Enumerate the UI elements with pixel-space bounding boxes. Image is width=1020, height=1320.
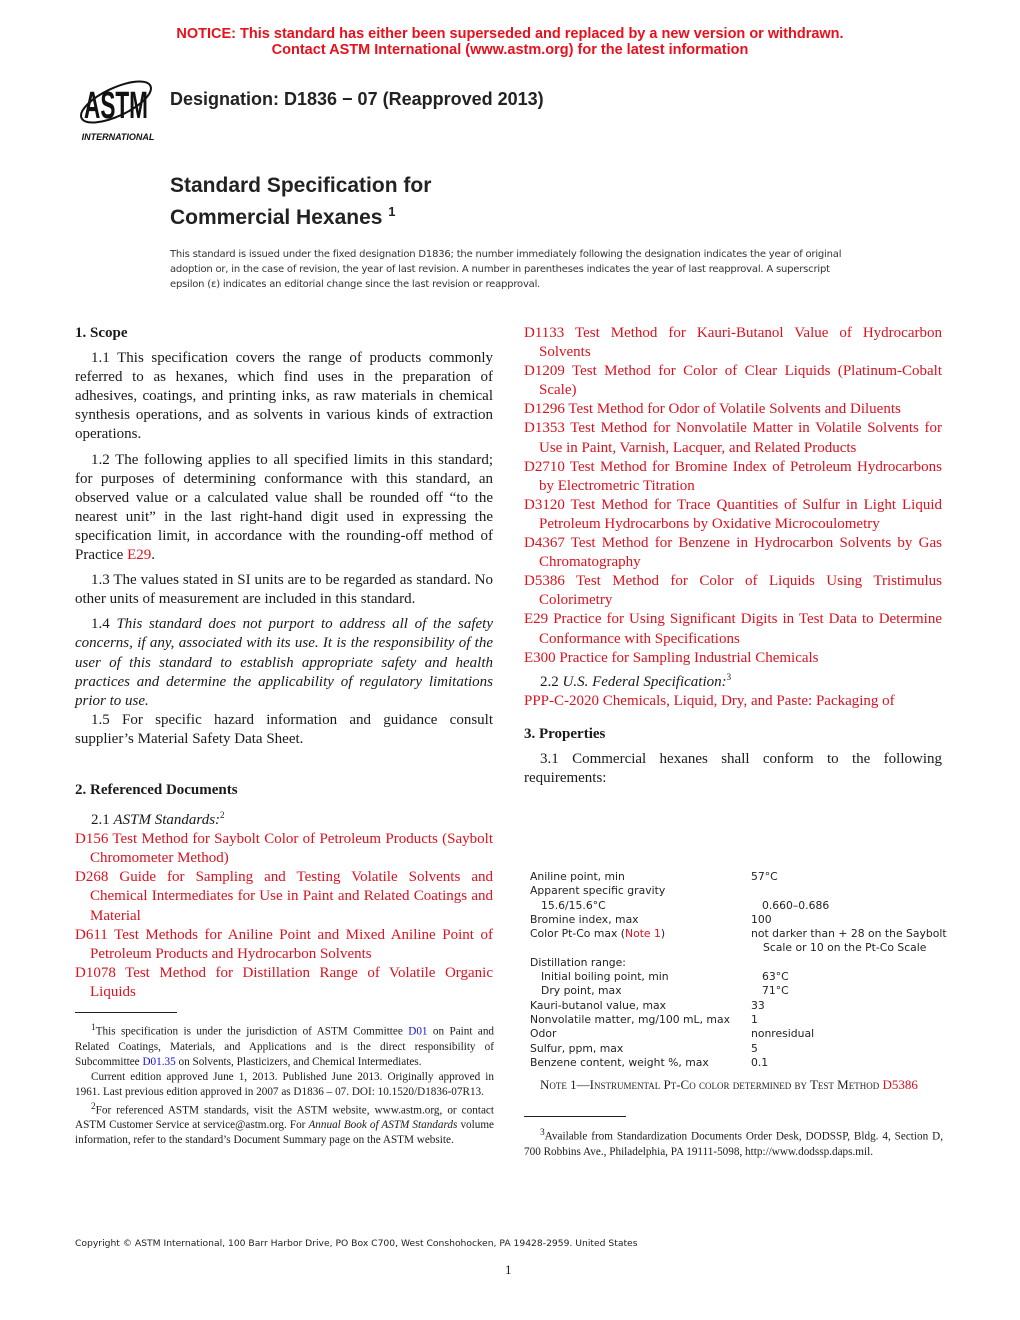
table-row bbox=[530, 1056, 950, 1070]
right-column: D1133 Test Method for Kauri-Butanol Value of Hydrocarbon Solvents D1209 Test Method for Color of Clear Liquids (Platinum-Cobalt Scale) D1296 Test Method for Odor of Volatile Solvents and Diluents D1353 Test Method for Nonvolatile Matter in Volatile Solvents for Use in Paint, Varnish, Lacquer, and Related Products D2710 Test Method for Bromine Index of Petroleum Hydrocarbons by Electrometric Titration D3120 Test Method for Trace Quantities of Sulfur in Light Liquid Petroleum Hydrocarbons by Oxidative Microcoulometry D4367 Test Method for Benzene in Hydrocarbon Solvents by Gas Chromatography D5386 Test Method for Color of Liquids Using Tristimulus Colorimetry E29 Practice for Using Significant Digits in Test Data to Determine Conformance with Specifications E300 Practice for Sampling Industrial Chemicals 2.2 U.S. Federal Specification:$^3$ PPP-C-2020 Chemicals, Liquid, Dry, and Paste: Packaging of 3. Properties 3.1 Commercial hexanes shall conform to the following requirements: bbox=[524, 325, 942, 787]
property-value: 1 bbox=[751, 1012, 758, 1026]
reference-link-title[interactable]: Test Method for Odor of Volatile Solvents and Diluents bbox=[564, 401, 901, 418]
svg-text:INTERNATIONAL: INTERNATIONAL bbox=[81, 132, 155, 142]
reference-d4367 bbox=[524, 534, 942, 572]
supersede-notice: NOTICE: This standard has either been superseded and replaced by a new version or withdrawn. Contact ASTM International (www.astm.org) for the latest information bbox=[176, 26, 844, 58]
footnote-3: $^3$Available from Standardization Documents Order Desk, DODSSP, Bldg. 4, Section D, 700 Robbins Ave., Philadelphia, PA 19111-5098, http://www.dodssp.daps.mil. bbox=[524, 1128, 943, 1158]
reference-e300 bbox=[524, 649, 942, 668]
property-value bbox=[751, 884, 950, 898]
property-label: Dry point, max bbox=[541, 984, 622, 998]
reference-link-code[interactable]: D1133 bbox=[524, 325, 565, 341]
property-label: 15.6/15.6°C bbox=[541, 898, 606, 912]
reference-link-code[interactable]: D1353 bbox=[524, 420, 565, 437]
reference-link-title[interactable]: Test Method for Bromine Index of Petroleum Hydrocarbons by Electrometric Titration bbox=[539, 458, 942, 494]
footnote-divider bbox=[75, 1012, 177, 1013]
property-label: Nonvolatile matter, mg/100 mL, max bbox=[530, 1012, 730, 1026]
reference-e29 bbox=[524, 610, 942, 648]
reference-link-code[interactable]: D5386 bbox=[524, 573, 565, 590]
property-value: 63°C bbox=[762, 970, 789, 984]
reference-link-title[interactable]: Guide for Sampling and Testing Volatile Solvents and Chemical Intermediates for Use in Paint and Related Coatings and Material bbox=[90, 869, 493, 924]
property-value: 0.660–0.686 bbox=[762, 898, 830, 912]
table-row bbox=[530, 1042, 950, 1056]
reference-link-title[interactable]: Test Method for Distillation Range of Volatile Organic Liquids bbox=[90, 964, 493, 1000]
link-d5386[interactable]: D5386 bbox=[882, 1077, 918, 1092]
reference-link-code[interactable]: D156 bbox=[75, 831, 109, 848]
copyright: Copyright © ASTM International, 100 Barr Harbor Drive, PO Box C700, West Conshohocken, PA 19428-2959. United States bbox=[75, 1238, 638, 1249]
reference-link-code[interactable]: D4367 bbox=[524, 535, 565, 552]
reference-d1296 bbox=[524, 400, 942, 419]
property-label: Aniline point, min bbox=[530, 870, 625, 883]
reference-link-code[interactable]: D268 bbox=[75, 869, 109, 886]
left-column: 1. Scope 1.1 This specification covers the range of products commonly referred to as hexanes, which find uses in the preparation of adhesives, coatings, and printing inks, as raw materials in chemical synthesis operations, and as solvents in various kinds of extraction operations. 1.2 The following applies to all specified limits in this standard; for purposes of determining conformance with this standard, an observed value or a calculated value shall be rounded off “to the nearest unit” in the last right-hand digit used in expressing the specification limit, in accordance with the rounding-off method of Practice E29. 1.3 The values stated in SI units are to be regarded as standard. No other units of measurement are included in this standard. 1.4 This standard does not purport to address all of the safety concerns, if any, associated with its use. It is the responsibility of the user of this standard to establish appropriate safety and health practices and determine the applicability of regulatory limitations prior to use. 1.5 For specific hazard information and guidance consult supplier’s Material Safety Data Sheet. bbox=[75, 325, 494, 747]
reference-d611 bbox=[75, 926, 493, 964]
reference-d2710 bbox=[524, 458, 942, 496]
reference-link-title[interactable]: Practice for Using Significant Digits in Test Data to Determine Conformance with Specifications bbox=[539, 611, 942, 647]
scope-heading: 1. Scope bbox=[75, 325, 128, 341]
property-label: Kauri-butanol value, max bbox=[530, 998, 666, 1012]
property-value: 33 bbox=[751, 998, 765, 1012]
property-label: Benzene content, weight %, max bbox=[530, 1055, 709, 1069]
footnote-divider-right bbox=[524, 1116, 626, 1117]
reference-d1133 bbox=[524, 324, 942, 362]
page-number: 1 bbox=[505, 1262, 512, 1277]
property-value: 0.1 bbox=[751, 1055, 769, 1069]
astm-logo-icon bbox=[76, 68, 160, 144]
reference-d268 bbox=[75, 868, 493, 925]
reference-link-title[interactable]: Test Method for Color of Liquids Using Tristimulus Colorimetry bbox=[539, 573, 942, 609]
reference-d1353 bbox=[524, 419, 942, 457]
reference-link-code[interactable]: D2710 bbox=[524, 458, 565, 475]
reference-link-code[interactable]: D1296 bbox=[524, 401, 565, 418]
properties-table bbox=[530, 870, 950, 1070]
reference-link-code[interactable]: E29 bbox=[524, 611, 549, 628]
table-row bbox=[530, 1027, 950, 1041]
reference-link-title[interactable]: Test Method for Nonvolatile Matter in Volatile Solvents for Use in Paint, Varnish, Lacquer, and Related Products bbox=[539, 420, 942, 456]
reference-link-title[interactable]: Test Method for Benzene in Hydrocarbon Solvents by Gas Chromatography bbox=[539, 535, 942, 571]
property-label: Sulfur, ppm, max bbox=[530, 1041, 624, 1055]
svg-text:ASTM: ASTM bbox=[84, 85, 148, 127]
table-row bbox=[530, 984, 950, 998]
reference-link-title[interactable]: Test Method for Trace Quantities of Sulfur in Light Liquid Petroleum Hydrocarbons by Oxidative Microcoulometry bbox=[539, 496, 942, 532]
table-row bbox=[530, 999, 950, 1013]
reference-link-code[interactable]: D611 bbox=[75, 926, 108, 943]
property-value: nonresidual bbox=[751, 1027, 815, 1041]
reference-link-title[interactable]: Test Methods for Aniline Point and Mixed Aniline Point of Petroleum Products and Hydrocarbon Solvents bbox=[90, 926, 493, 962]
referenced-heading: 2. Referenced Documents bbox=[75, 782, 238, 798]
reference-link-code[interactable]: D3120 bbox=[524, 496, 565, 513]
property-label: Distillation range: bbox=[530, 955, 626, 969]
reference-d1078 bbox=[75, 964, 493, 1002]
property-value bbox=[751, 956, 950, 970]
reference-d1209 bbox=[524, 362, 942, 400]
note-link[interactable]: Note 1 bbox=[625, 927, 661, 941]
property-value: 5 bbox=[751, 1041, 758, 1055]
property-label: Bromine index, max bbox=[530, 912, 639, 926]
properties-heading: 3. Properties bbox=[524, 725, 606, 742]
table-row bbox=[530, 884, 950, 898]
designation: Designation: D1836 − 07 (Reapproved 2013) bbox=[170, 89, 544, 109]
property-value: 57°C bbox=[751, 870, 778, 883]
property-label: Initial boiling point, min bbox=[541, 970, 669, 984]
property-label: Odor bbox=[530, 1027, 557, 1041]
reference-link-code[interactable]: E300 bbox=[524, 649, 556, 666]
reference-link-title[interactable]: Test Method for Kauri-Butanol Value of Hydrocarbon Solvents bbox=[539, 325, 942, 361]
reference-ppp-c-2020: PPP-C-2020 Chemicals, Liquid, Dry, and Paste: Packaging of bbox=[524, 692, 895, 709]
note-1: Note 1—Instrumental Pt-Co color determined by Test Method D5386 bbox=[540, 1077, 918, 1092]
reference-link-code[interactable]: D1209 bbox=[524, 363, 565, 380]
property-label: Color Pt-Co max (Note 1) bbox=[530, 927, 666, 941]
footnotes-left: $^1$This specification is under the jurisdiction of ASTM Committee D01 on Paint and Related Coatings, Materials, and Applications and is the direct responsibility of Subcommittee D01.35 on Solvents, Plasticizers, and Chemical Intermediates. Current edition approved June 1, 2013. Published June 2013. Originally approved in 1961. Last previous edition approved in 2007 as D1836 – 07. DOI: 10.1520/D1836-07R13. $^2$For referenced ASTM standards, visit the ASTM website, www.astm.org, or contact ASTM Customer Service at service@astm.org. For Annual Book of ASTM Standards volume information, refer to the standard’s Document Summary page on the ASTM website. bbox=[75, 1023, 495, 1147]
reference-d156 bbox=[75, 830, 493, 868]
table-row bbox=[530, 899, 950, 913]
referenced-documents-left: 2. Referenced Documents 2.1 ASTM Standards:$^2$ D156 Test Method for Saybolt Color of Petroleum Products (Saybolt Chromometer Method) D268 Guide for Sampling and Testing Volatile Solvents and Chemical Intermediates for Use in Paint and Related Coatings and Material D611 Test Methods for Aniline Point and Mixed Aniline Point of Petroleum Products and Hydrocarbon Solvents D1078 Test Method for Distillation Range of Volatile Organic Liquids bbox=[75, 781, 493, 1002]
document-title: Standard Specification for Commercial Hexanes $^1$ bbox=[170, 174, 432, 229]
property-value: 71°C bbox=[762, 984, 789, 998]
reference-d5386 bbox=[524, 572, 942, 610]
link-e29[interactable]: E29 bbox=[127, 547, 152, 564]
reference-link-title[interactable]: Test Method for Saybolt Color of Petroleum Products (Saybolt Chromometer Method) bbox=[90, 831, 493, 867]
property-label: Apparent specific gravity bbox=[530, 884, 666, 898]
table-row bbox=[530, 1013, 950, 1027]
property-value: not darker than + 28 on the Saybolt Scale or 10 on the Pt-Co Scale bbox=[751, 927, 947, 955]
reference-link-title[interactable]: Test Method for Color of Clear Liquids (Platinum-Cobalt Scale) bbox=[539, 363, 942, 399]
table-row bbox=[530, 927, 950, 956]
reference-d3120 bbox=[524, 496, 942, 534]
reference-link-code[interactable]: D1078 bbox=[75, 964, 116, 981]
table-row bbox=[530, 870, 950, 884]
reference-link-title[interactable]: Practice for Sampling Industrial Chemicals bbox=[555, 649, 819, 666]
table-row bbox=[530, 970, 950, 984]
issuance-statement: This standard is issued under the fixed designation D1836; the number immediately following the designation indicates the year of original adoption or, in the case of revision, the year of last revision. A number in parentheses indicates the year of last reapproval. A superscript epsilon (ε) indicates an editorial change since the last revision or reapproval. bbox=[170, 249, 842, 290]
table-row bbox=[530, 913, 950, 927]
property-value: 100 bbox=[751, 912, 772, 926]
table-row bbox=[530, 956, 950, 970]
